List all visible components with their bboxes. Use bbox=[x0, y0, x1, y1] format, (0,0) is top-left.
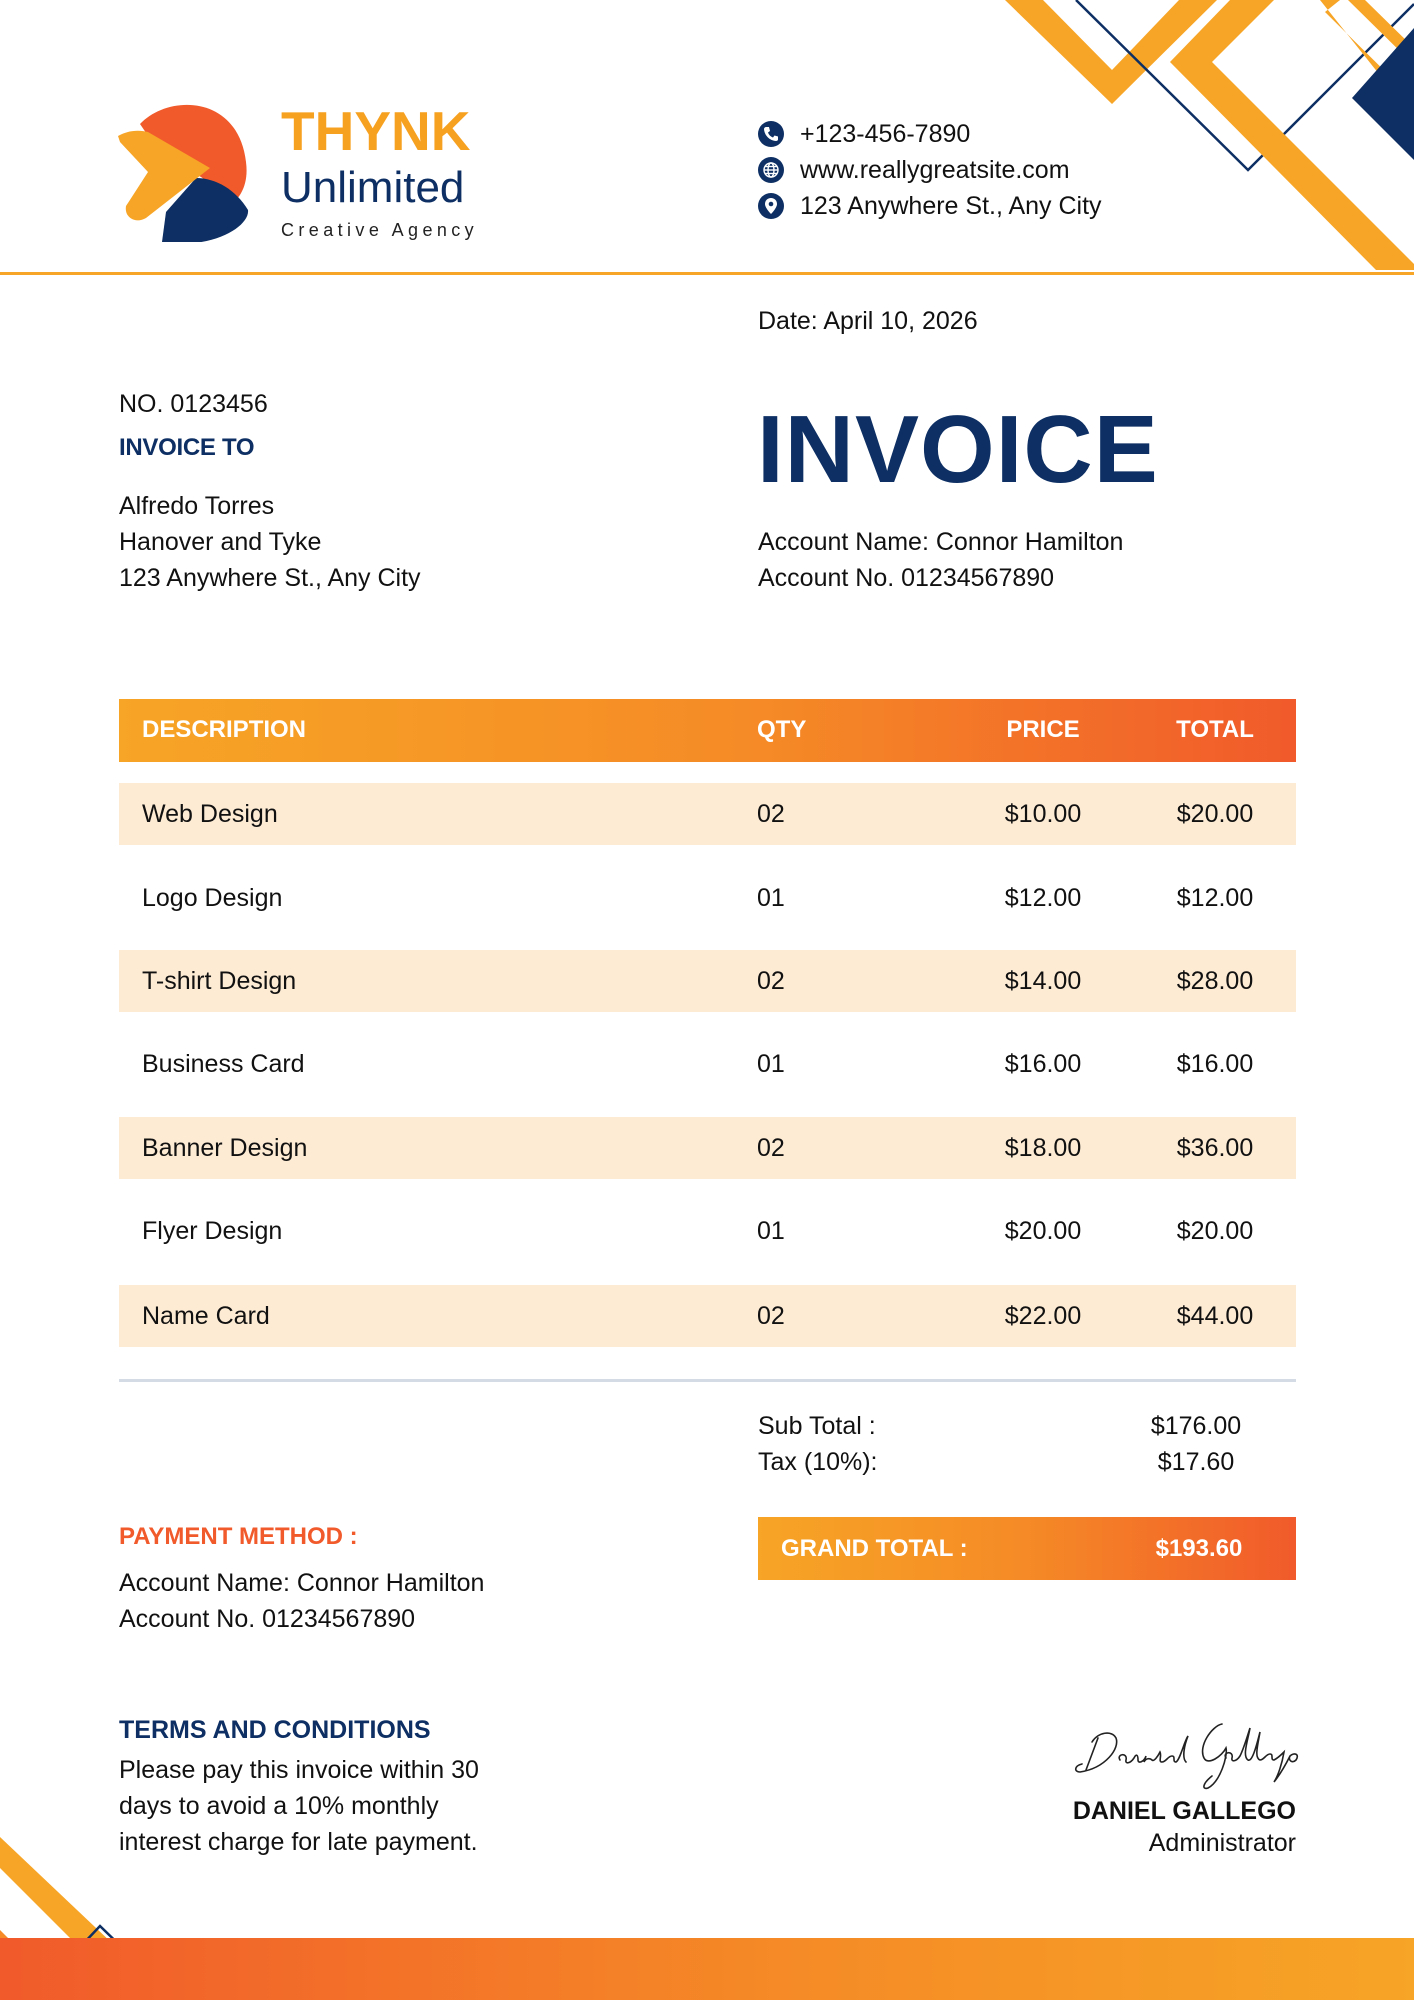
cell-description: Banner Design bbox=[142, 1134, 308, 1162]
phone-icon bbox=[758, 121, 784, 147]
cell-total: $20.00 bbox=[1176, 800, 1254, 828]
cell-total: $20.00 bbox=[1176, 1217, 1254, 1245]
invoice-number: NO. 0123456 bbox=[119, 390, 268, 418]
table-row bbox=[119, 867, 1296, 929]
bill-to-company: Hanover and Tyke bbox=[119, 528, 322, 556]
column-header-price: PRICE bbox=[1006, 716, 1080, 743]
cell-price: $18.00 bbox=[1004, 1134, 1082, 1162]
cell-total: $36.00 bbox=[1176, 1134, 1254, 1162]
table-row bbox=[119, 1200, 1296, 1262]
invoice-date: Date: April 10, 2026 bbox=[758, 307, 978, 335]
cell-total: $28.00 bbox=[1176, 967, 1254, 995]
handwritten-signature bbox=[1072, 1712, 1302, 1792]
location-pin-icon bbox=[758, 193, 784, 219]
corner-decoration-top bbox=[980, 0, 1414, 270]
terms-heading: TERMS AND CONDITIONS bbox=[119, 1716, 431, 1744]
brand-name: THYNK bbox=[281, 100, 471, 162]
cell-description: Logo Design bbox=[142, 884, 283, 912]
cell-price: $16.00 bbox=[1004, 1050, 1082, 1078]
website-text: www.reallygreatsite.com bbox=[800, 155, 1070, 184]
contact-website bbox=[758, 155, 1070, 185]
header-divider bbox=[0, 272, 1414, 275]
cell-qty: 02 bbox=[757, 800, 785, 828]
account-name: Account Name: Connor Hamilton bbox=[758, 528, 1124, 556]
bill-to-name: Alfredo Torres bbox=[119, 492, 275, 520]
invoice-to-heading: INVOICE TO bbox=[119, 434, 255, 461]
address-text: 123 Anywhere St., Any City bbox=[800, 191, 1102, 220]
payment-account-name: Account Name: Connor Hamilton bbox=[119, 1569, 485, 1597]
grand-total-label: GRAND TOTAL : bbox=[781, 1535, 968, 1562]
cell-price: $22.00 bbox=[1004, 1302, 1082, 1330]
account-number: Account No. 01234567890 bbox=[758, 564, 1055, 592]
column-header-qty: QTY bbox=[757, 716, 807, 743]
cell-qty: 02 bbox=[757, 1134, 785, 1162]
tax-value: $17.60 bbox=[1157, 1448, 1235, 1476]
brand-subtitle: Unlimited bbox=[281, 163, 465, 212]
cell-description: Flyer Design bbox=[142, 1217, 283, 1245]
cell-description: Name Card bbox=[142, 1302, 270, 1330]
cell-total: $44.00 bbox=[1176, 1302, 1254, 1330]
terms-text-line: days to avoid a 10% monthly bbox=[119, 1792, 439, 1820]
table-row bbox=[119, 1117, 1296, 1179]
cell-price: $12.00 bbox=[1004, 884, 1082, 912]
cell-qty: 01 bbox=[757, 1217, 785, 1245]
footer-bar bbox=[0, 1938, 1414, 2000]
signatory-role: Administrator bbox=[1148, 1829, 1296, 1857]
signatory-name: DANIEL GALLEGO bbox=[1072, 1797, 1296, 1825]
cell-price: $20.00 bbox=[1004, 1217, 1082, 1245]
cell-total: $16.00 bbox=[1176, 1050, 1254, 1078]
cell-description: Web Design bbox=[142, 800, 278, 828]
cell-price: $10.00 bbox=[1004, 800, 1082, 828]
table-row bbox=[119, 1285, 1296, 1347]
grand-total-value: $193.60 bbox=[1155, 1535, 1243, 1562]
brand-tagline: Creative Agency bbox=[281, 220, 479, 240]
phone-text: +123-456-7890 bbox=[800, 119, 971, 148]
cell-qty: 01 bbox=[757, 1050, 785, 1078]
contact-address bbox=[758, 191, 1102, 221]
table-row bbox=[119, 1033, 1296, 1095]
payment-method-heading: PAYMENT METHOD : bbox=[119, 1523, 358, 1550]
cell-price: $14.00 bbox=[1004, 967, 1082, 995]
subtotal-label: Sub Total : bbox=[758, 1412, 876, 1440]
terms-text-line: Please pay this invoice within 30 bbox=[119, 1756, 479, 1784]
column-header-total: TOTAL bbox=[1176, 716, 1254, 743]
logo-icon bbox=[118, 100, 250, 242]
cell-qty: 01 bbox=[757, 884, 785, 912]
column-header-description: DESCRIPTION bbox=[142, 716, 307, 743]
cell-description: Business Card bbox=[142, 1050, 305, 1078]
table-divider bbox=[119, 1379, 1296, 1382]
contact-phone bbox=[758, 119, 970, 149]
cell-total: $12.00 bbox=[1176, 884, 1254, 912]
page-title: INVOICE bbox=[757, 396, 1159, 503]
subtotal-value: $176.00 bbox=[1150, 1412, 1242, 1440]
table-row bbox=[119, 950, 1296, 1012]
table-header bbox=[119, 699, 1296, 762]
grand-total-bar bbox=[758, 1517, 1296, 1580]
cell-description: T-shirt Design bbox=[142, 967, 297, 995]
globe-icon bbox=[758, 157, 784, 183]
cell-qty: 02 bbox=[757, 967, 785, 995]
table-row bbox=[119, 783, 1296, 845]
tax-label: Tax (10%): bbox=[758, 1448, 878, 1476]
payment-account-number: Account No. 01234567890 bbox=[119, 1605, 416, 1633]
bill-to-address: 123 Anywhere St., Any City bbox=[119, 564, 421, 592]
cell-qty: 02 bbox=[757, 1302, 785, 1330]
terms-text-line: interest charge for late payment. bbox=[119, 1828, 478, 1856]
